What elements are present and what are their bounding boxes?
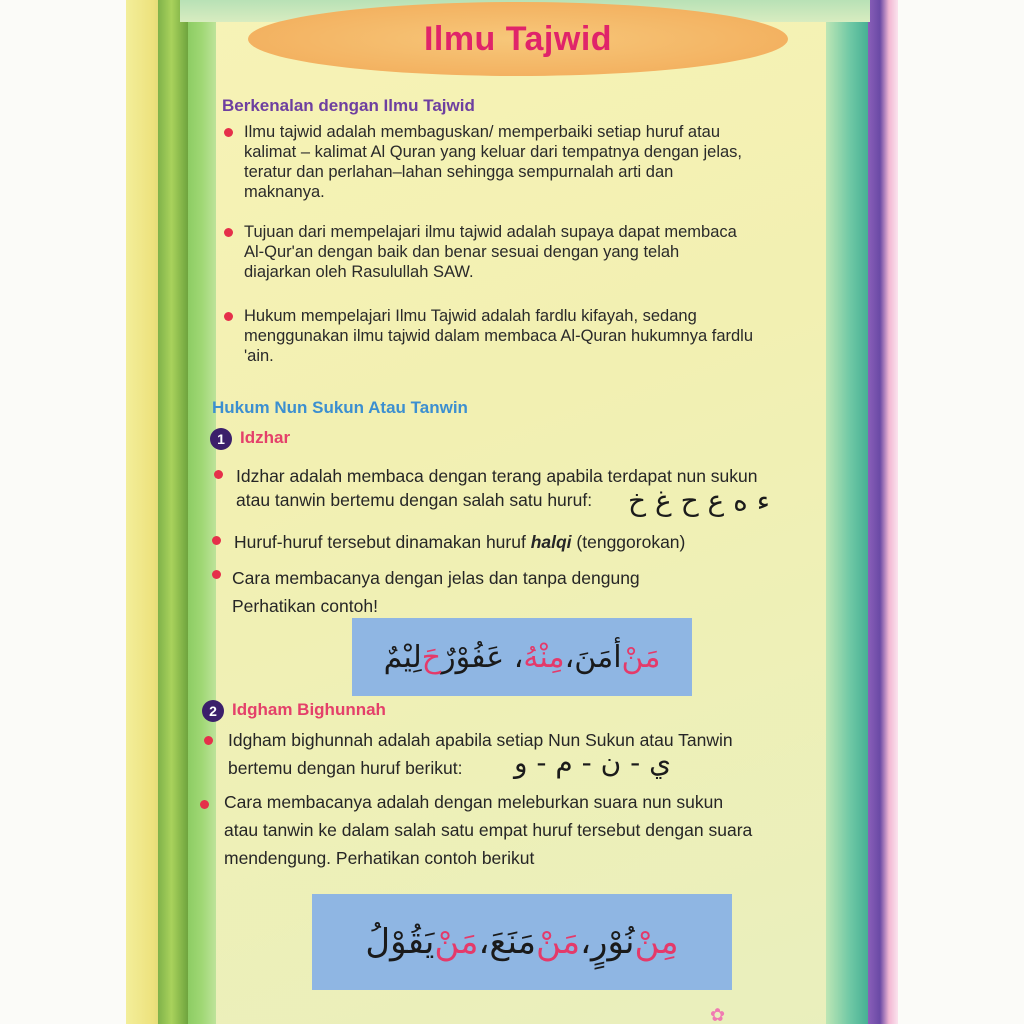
arabic-word: أمَنَ، [564,639,622,675]
idgham-letters: ي - ن - م - و [514,746,672,779]
idzhar-paragraph-3: Cara membacanya dengan jelas dan tanpa dengung Perhatikan contoh! [232,568,640,616]
idzhar-paragraph-1: Idzhar adalah membaca dengan terang apabila terdapat nun sukun atau tanwin bertemu dengan salah satu huruf: [236,466,758,510]
bullet-icon [204,736,213,745]
section-heading-nun-sukun: Hukum Nun Sukun Atau Tanwin [212,398,468,417]
intro-paragraph-1: Ilmu tajwid adalah membaguskan/ memperbaiki setiap huruf atau kalimat – kalimat Al Quran yang keluar dari tempatnya dengan jelas, teratur dan perlahan–lahan sehingga sempurnalah arti dan maknanya. [244,123,743,201]
idzhar-example-box [352,618,692,696]
arabic-word: يَقُوْلُ [365,922,435,962]
arabic-word: نُوْرٍ، [580,922,635,962]
intro-paragraph-3: Hukum mempelajari Ilmu Tajwid adalah fardlu kifayah, sedang menggunakan ilmu tajwid dalam membaca Al-Quran hukumnya fardlu 'ain. [244,307,754,365]
bullet-icon [214,470,223,479]
book-spine [158,0,188,1024]
idzhar-letters: ء ه ع ح غ خ [628,484,770,517]
arabic-word: مَنْ [434,922,479,962]
subheading-idzhar: Idzhar [240,428,291,447]
subheading-idgham-bighunnah: Idgham Bighunnah [232,700,386,719]
intro-paragraph-2: Tujuan dari mempelajari ilmu tajwid adalah supaya dapat membaca Al-Qur'an dengan baik dan benar sesuai dengan yang telah diajarkan oleh Rasulullah SAW. [244,223,737,281]
bullet-icon [224,312,233,321]
arabic-word: مَنَعَ، [478,922,536,962]
arabic-word: لِيْمٌ [383,639,422,675]
arabic-word: مِنْ [634,922,679,962]
arabic-word: ، عَفُوْرٌ [441,639,524,675]
page-edge-right [868,0,898,1024]
flower-icon: ✿ [710,1005,726,1024]
idzhar-paragraph-2: Huruf-huruf tersebut dinamakan huruf halqi (tenggorokan) [234,532,686,552]
number-badge: 1 [210,428,232,450]
idgham-paragraph-2: Cara membacanya adalah dengan meleburkan suara nun sukun atau tanwin ke dalam salah satu empat huruf tersebut dengan suara mendengung. Perhatikan contoh berikut [224,792,753,868]
arabic-word: مَنْ [621,639,661,675]
title-banner [248,2,788,76]
section-heading-intro: Berkenalan dengan Ilmu Tajwid [222,96,475,115]
bullet-icon [224,128,233,137]
idgham-example-box [312,894,732,990]
bullet-icon [200,800,209,809]
number-badge: 2 [202,700,224,722]
arabic-word: مَنْ [535,922,581,962]
arabic-word: حَ [421,639,442,675]
page-title: Ilmu Tajwid [423,19,613,58]
bullet-icon [212,570,221,579]
bullet-icon [224,228,233,237]
idgham-paragraph-1: Idgham bighunnah adalah apabila setiap Nun Sukun atau Tanwin bertemu dengan huruf berikut: [228,730,733,778]
arabic-word: مِنْهُ [523,639,565,675]
bullet-icon [212,536,221,545]
